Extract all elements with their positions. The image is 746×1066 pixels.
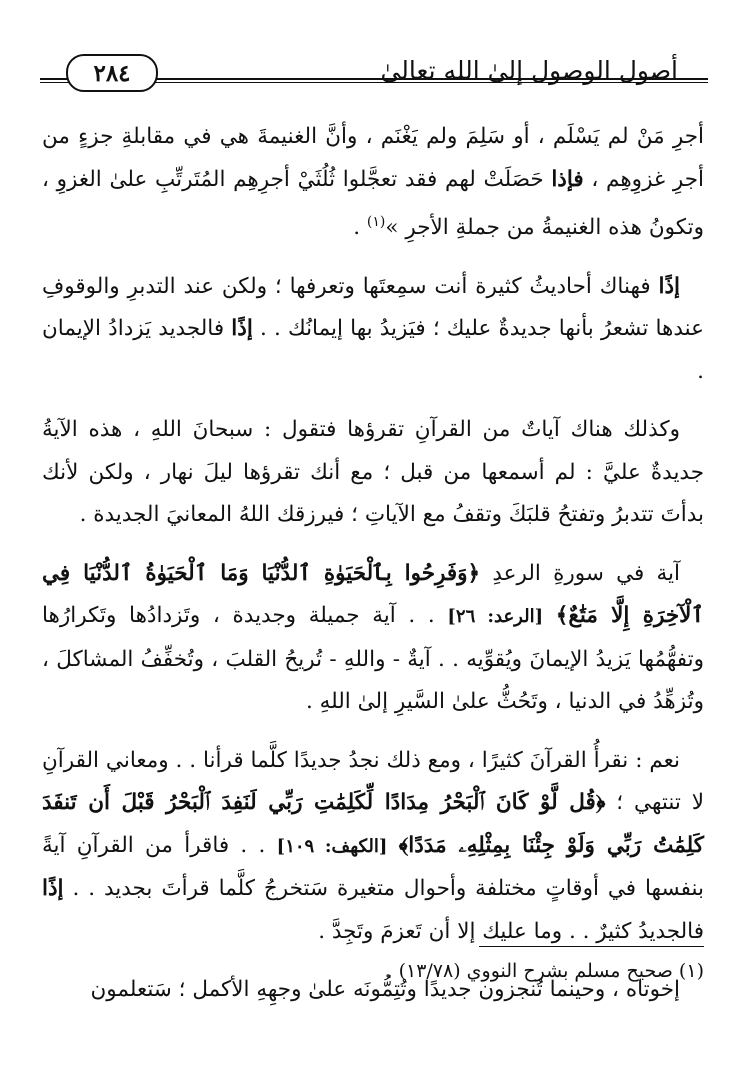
text-run: وكذلك هناك آياتٌ من القرآنِ تقرؤها فتقول : سبحانَ اللهِ ، هذه الآيةُ جديدةٌ عليَّ : لم أسمعها من قبل ؛ مع أنك تقرؤها ليلَ نهار ، ولكن لأنك بدأتَ تتدبرُ وتفتحُ قلبَكَ وتقفُ مع الآياتِ ؛ فيرزقك اللهُ المعانيَ الجديدة . xyxy=(42,417,704,528)
text-run: آية في سورةِ الرعدِ xyxy=(480,560,680,586)
text-run: فهناك أحاديثُ كثيرة أنت سمِعتَها وتعرفها ؛ ولكن عند التدبرِ والوقوفِ عندها تشعرُ بأنها جديدةٌ عليك ؛ فيَزيدُ بها إيمانُك . . xyxy=(42,273,704,342)
emphasis-text: فإذا xyxy=(551,166,584,192)
text-run: إخوتاه ، وحينما تُنجزون جديدًا وتُتِمُّونَه علىٰ وجهِهِ الأكمل ؛ سَتعلمون xyxy=(90,977,680,1003)
footnote-separator xyxy=(479,946,704,947)
text-run: أجرِ مَنْ لم يَسْلَم ، أو سَلِمَ ولم يَغْنَم ، وأنَّ الغنيمةَ هي في مقابلةِ جزءٍ من أجرِ غزوِهِم ، xyxy=(42,124,704,192)
book-title: أصول الوصول إلىٰ الله تعالىٰ xyxy=(380,56,678,85)
paragraph xyxy=(42,553,704,724)
page-header xyxy=(40,40,708,100)
text-run: نعم : نقرأُ القرآنَ كثيرًا ، ومع ذلك نجدُ جديدًا كلَّما قرأنا . . ومعاني القرآنِ لا تنتهي ؛ xyxy=(42,747,704,816)
text-run: . xyxy=(353,215,367,241)
text-run: فالجديد يَزدادُ الإيمان . xyxy=(42,316,704,384)
text-run: فالجديدُ كثيرٌ . . وما عليك إلا أن تَعزمَ وتَجِدَّ . xyxy=(318,918,704,944)
text-run xyxy=(387,833,398,858)
emphasis-text: ﴿قُل لَّوْ كَانَ ٱلْبَحْرُ مِدَادًا لِّكَلِمَٰتِ رَبِّي لَنَفِدَ ٱلْبَحْرُ قَبْلَ أَن تَنفَدَ كَلِمَٰتُ رَبِّي وَلَوْ جِئْنَا بِمِثْلِهِۦ مَدَدًا﴾ xyxy=(42,790,704,858)
emphasis-text: إذًا xyxy=(42,876,64,902)
verse-reference: [الكهف: ١٠٩] xyxy=(276,835,388,857)
paragraph xyxy=(42,740,704,954)
paragraph xyxy=(42,266,704,394)
footnote: (١) صحيح مسلم بشرح النووي (١٣/٧٨) . xyxy=(386,960,704,982)
page-number-badge: ٢٨٤ xyxy=(66,54,158,92)
emphasis-text: ﴿وَفَرِحُوا بِٱلْحَيَوٰةِ ٱلدُّنْيَا وَمَا ٱلْحَيَوٰةُ ٱلدُّنْيَا فِي ٱلْآخِرَةِ إِلَّا مَتَٰعٌ﴾ xyxy=(42,560,704,629)
text-run: حَصَلَتْ لهم فقد تعجَّلوا ثُلُثَيْ أجرِهِم المُتَرتِّبِ علىٰ الغزوِ ، وتكونُ هذه الغنيمةُ من جملةِ الأجرِ » xyxy=(42,166,704,241)
paragraph xyxy=(42,116,704,250)
body-text xyxy=(42,116,704,1028)
footnote-marker: (١) xyxy=(366,214,386,230)
text-run: . . آية جميلة وجديدة ، وتَزدادُها وتَكرارُها وتفهُّمُها يَزيدُ الإيمانَ ويُقوِّيه . . آيةٌ - واللهِ - تُريحُ القلبَ ، وتُخفِّفُ المشاكلَ ، وتُزهِّدُ في الدنيا ، وتَحُثُّ علىٰ السَّيرِ إلىٰ اللهِ . xyxy=(42,603,704,715)
verse-reference: [الرعد: ٢٦] xyxy=(447,606,544,628)
text-run: . . فاقرأ من القرآنِ آيةً بنفسها في أوقاتٍ مختلفة وأحوال متغيرة سَتخرجُ كلَّما قرأتَ بجديد . . xyxy=(42,832,704,902)
emphasis-text: إذًا xyxy=(231,316,253,342)
paragraph xyxy=(42,409,704,537)
text-run xyxy=(543,603,556,628)
emphasis-text: إذًا xyxy=(658,273,680,299)
